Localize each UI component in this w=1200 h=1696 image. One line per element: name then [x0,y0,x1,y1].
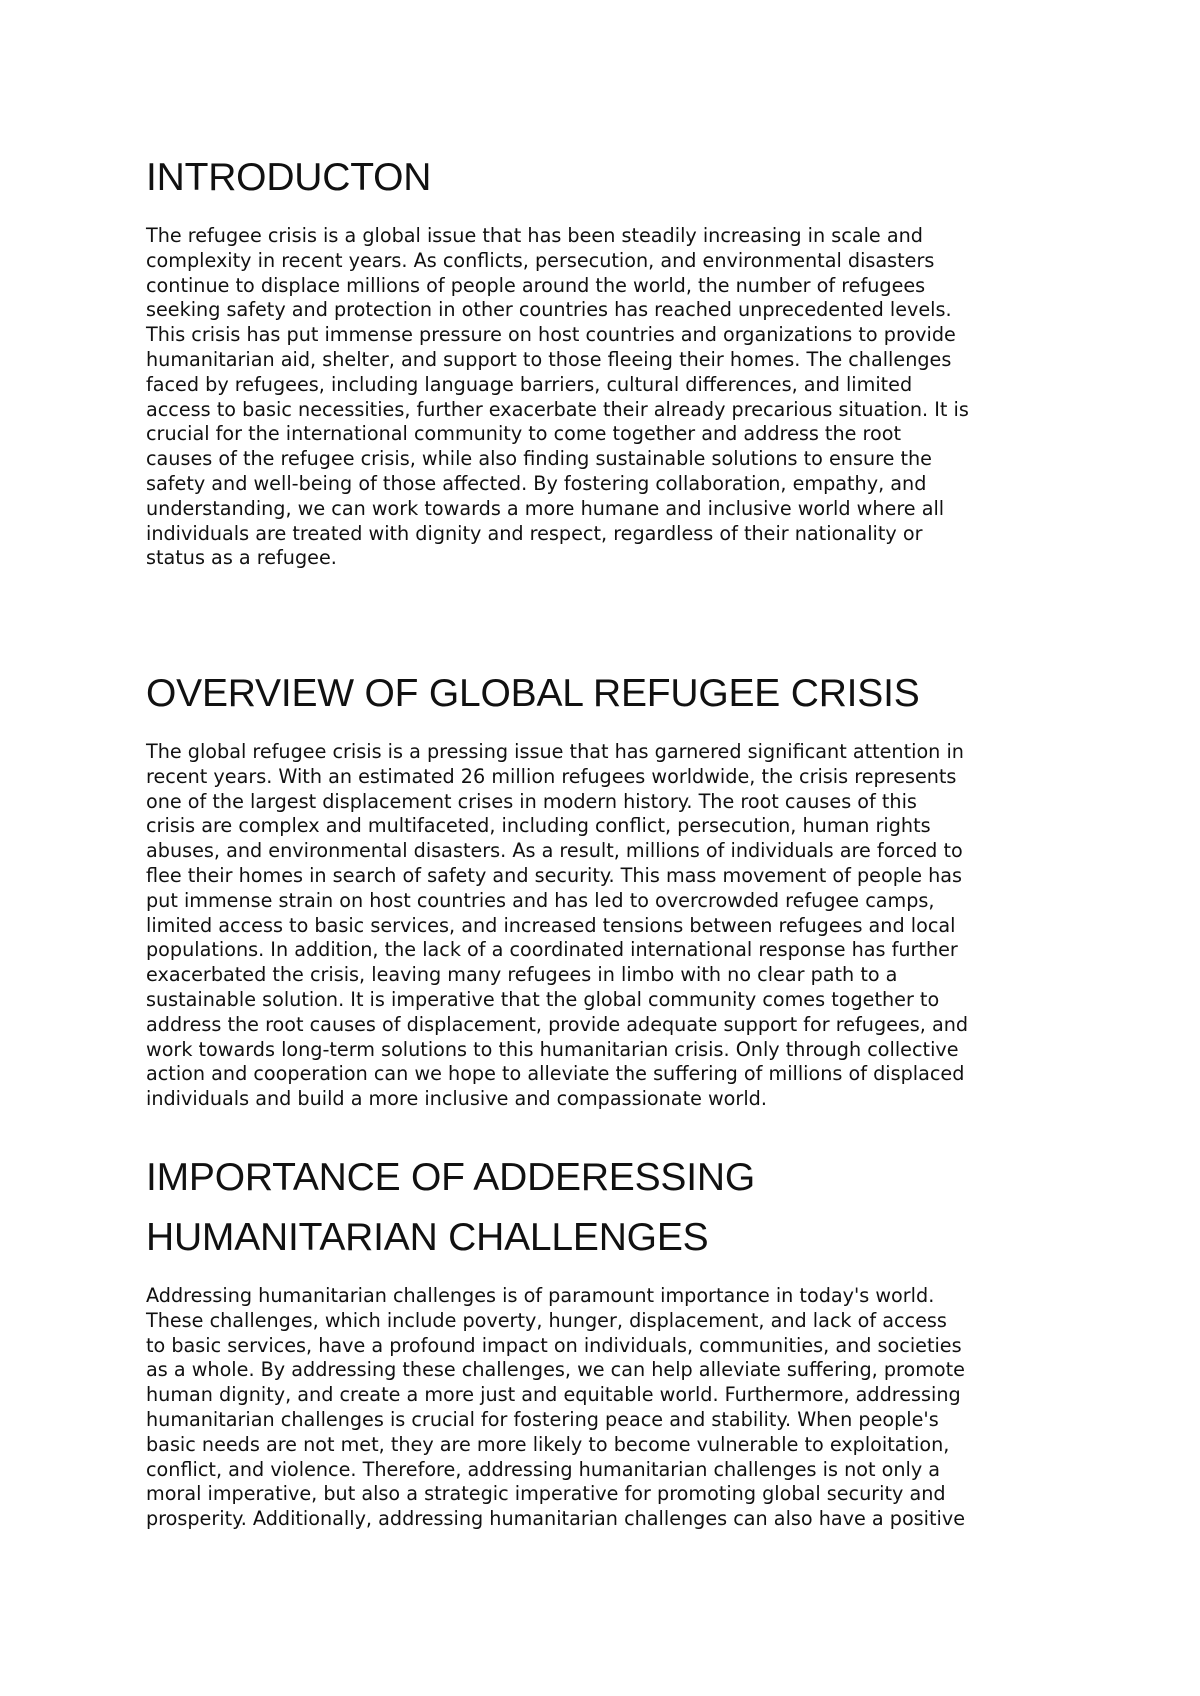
section-introduction [146,148,1066,571]
section-heading [146,148,1066,208]
body-line: crisis are complex and multifaceted, including conflict, persecution, human rights [146,814,931,838]
body-line: flee their homes in search of safety and security. This mass movement of people has [146,863,963,887]
heading-line: IMPORTANCE OF ADDERESSING [146,1156,755,1199]
section-body [146,1284,1066,1532]
body-line: put immense strain on host countries and has led to overcrowded refugee camps, [146,888,935,912]
body-line: humanitarian challenges is crucial for fostering peace and stability. When people's [146,1407,939,1431]
body-line: The global refugee crisis is a pressing issue that has garnered significant attention in [146,740,964,763]
body-line: moral imperative, but also a strategic imperative for promoting global security and [146,1482,946,1506]
body-line: The refugee crisis is a global issue that has been steadily increasing in scale and [146,224,923,247]
heading-line: HUMANITARIAN CHALLENGES [146,1216,709,1259]
body-line: address the root causes of displacement, provide adequate support for refugees, and [146,1012,969,1036]
body-line: status as a refugee. [146,546,337,570]
body-line: limited access to basic services, and increased tensions between refugees and local [146,913,956,937]
body-line: basic needs are not met, they are more likely to become vulnerable to exploitation, [146,1432,950,1456]
body-line: Addressing humanitarian challenges is of paramount importance in today's world. [146,1284,935,1307]
body-line: This crisis has put immense pressure on host countries and organizations to provide [146,323,956,347]
body-line: as a whole. By addressing these challenges, we can help alleviate suffering, promote [146,1358,965,1382]
body-line: prosperity. Additionally, addressing humanitarian challenges can also have a positive [146,1507,966,1531]
body-line: one of the largest displacement crises in modern history. The root causes of this [146,789,917,813]
heading-line: OVERVIEW OF GLOBAL REFUGEE CRISIS [146,672,920,715]
body-line: individuals are treated with dignity and respect, regardless of their nationality or [146,521,923,545]
body-line: populations. In addition, the lack of a coordinated international response has further [146,938,958,962]
body-line: individuals and build a more inclusive and compassionate world. [146,1087,767,1111]
body-line: safety and well-being of those affected. By fostering collaboration, empathy, and [146,471,927,495]
body-line: causes of the refugee crisis, while also finding sustainable solutions to ensure the [146,447,932,471]
body-line: continue to displace millions of people around the world, the number of refugees [146,273,926,297]
body-line: human dignity, and create a more just and equitable world. Furthermore, addressing [146,1383,961,1407]
section-heading [146,664,1066,724]
body-line: faced by refugees, including language barriers, cultural differences, and limited [146,372,913,396]
body-line: recent years. With an estimated 26 million refugees worldwide, the crisis represents [146,764,957,788]
body-line: access to basic necessities, further exacerbate their already precarious situation. It is [146,397,969,421]
heading-line: INTRODUCTON [146,156,432,199]
body-line: These challenges, which include poverty, hunger, displacement, and lack of access [146,1308,947,1332]
body-line: complexity in recent years. As conflicts, persecution, and environmental disasters [146,248,935,272]
section-importance [146,1148,1066,1532]
body-line: seeking safety and protection in other countries has reached unprecedented levels. [146,298,952,322]
section-heading [146,1148,1066,1268]
body-line: sustainable solution. It is imperative that the global community comes together to [146,987,940,1011]
body-line: understanding, we can work towards a more humane and inclusive world where all [146,496,945,520]
body-line: abuses, and environmental disasters. As a result, millions of individuals are forced to [146,839,963,863]
body-line: exacerbated the crisis, leaving many refugees in limbo with no clear path to a [146,963,898,987]
body-line: to basic services, have a profound impact on individuals, communities, and societies [146,1333,962,1357]
body-line: conflict, and violence. Therefore, addressing humanitarian challenges is not only a [146,1457,941,1481]
body-line: action and cooperation can we hope to alleviate the suffering of millions of displaced [146,1062,965,1086]
body-line: work towards long-term solutions to this humanitarian crisis. Only through collective [146,1037,959,1061]
section-body [146,224,1066,571]
body-line: crucial for the international community to come together and address the root [146,422,901,446]
section-overview [146,664,1066,1112]
body-line: humanitarian aid, shelter, and support to those fleeing their homes. The challenges [146,347,952,371]
section-body [146,740,1066,1112]
